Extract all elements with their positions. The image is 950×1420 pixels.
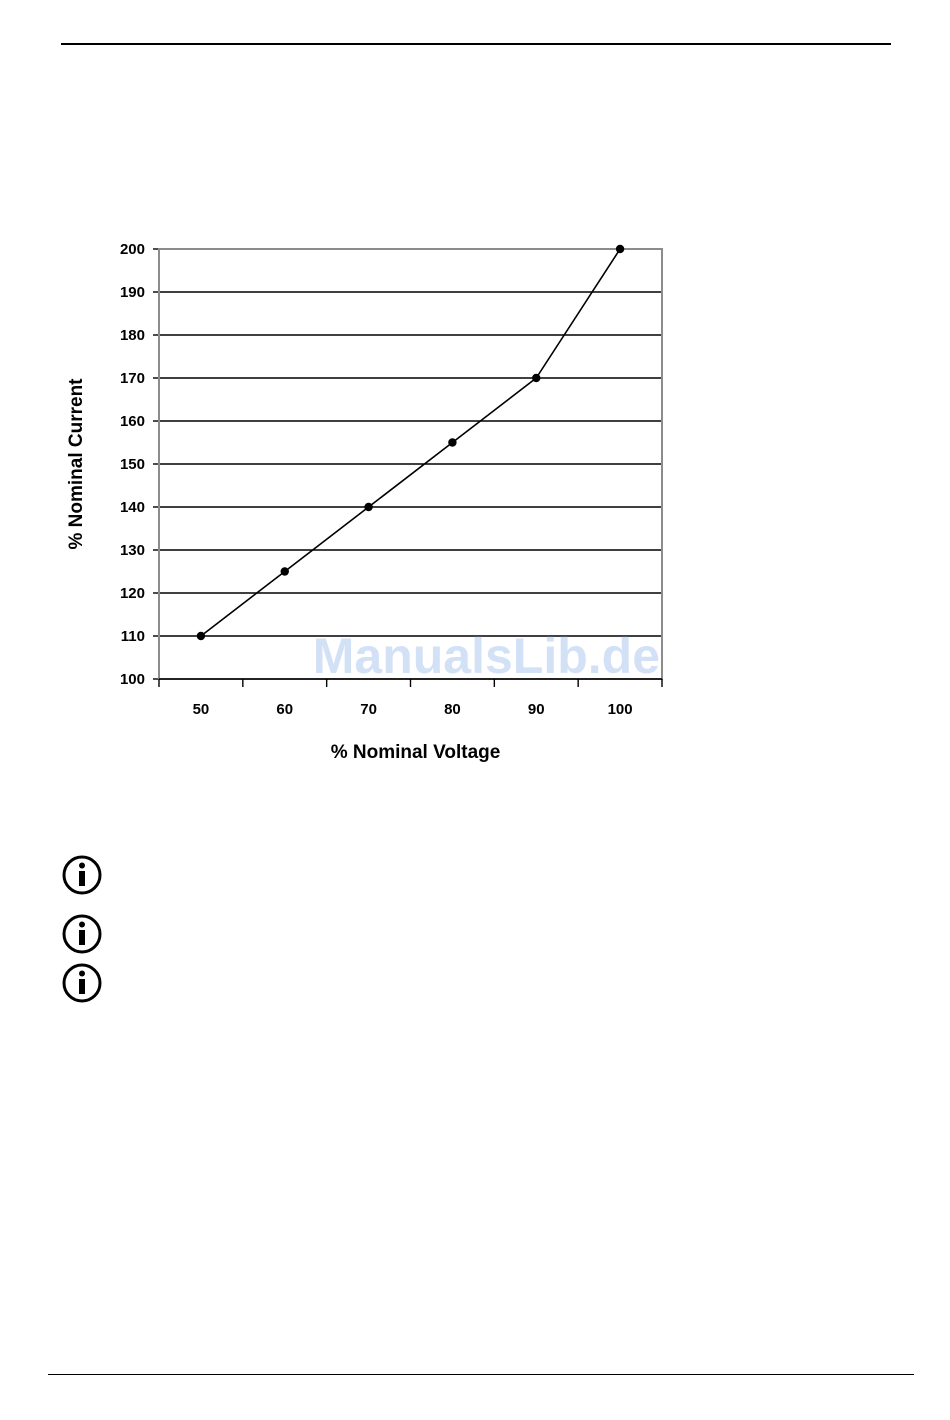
y-tick-label: 130 [119,542,145,559]
data-point [616,245,624,253]
y-tick-label: 160 [119,413,145,430]
y-tick-label: 190 [119,284,145,301]
data-point [364,503,372,511]
y-tick-label: 140 [119,499,145,516]
x-axis-title: % Nominal Voltage [330,742,501,763]
watermark-text: ManualsLib.de [312,628,660,684]
y-tick-label: 170 [119,370,145,387]
info-icon [61,962,103,1004]
x-tick-label: 100 [607,701,633,718]
y-tick-label: 180 [119,327,145,344]
x-tick-label: 70 [360,701,377,718]
footer-rule [48,1374,914,1375]
series-line [201,249,620,636]
info-icon [61,854,103,896]
y-tick-label: 120 [119,585,145,602]
y-axis-title: % Nominal Current [66,378,87,550]
data-point [448,438,456,446]
x-tick-label: 50 [192,701,210,718]
x-tick-label: 60 [276,701,294,718]
data-point [532,374,540,382]
info-icon [61,913,103,955]
y-tick-label: 200 [119,241,145,258]
y-tick-label: 100 [119,671,145,688]
x-tick-labels [193,701,633,718]
y-tick-labels [120,241,145,688]
data-point [281,567,289,575]
data-series [197,245,625,640]
y-tick-label: 110 [120,628,145,645]
data-point [197,632,205,640]
y-tick-label: 150 [119,456,145,473]
x-tick-label: 80 [444,701,461,718]
x-tick-label: 90 [527,701,545,718]
